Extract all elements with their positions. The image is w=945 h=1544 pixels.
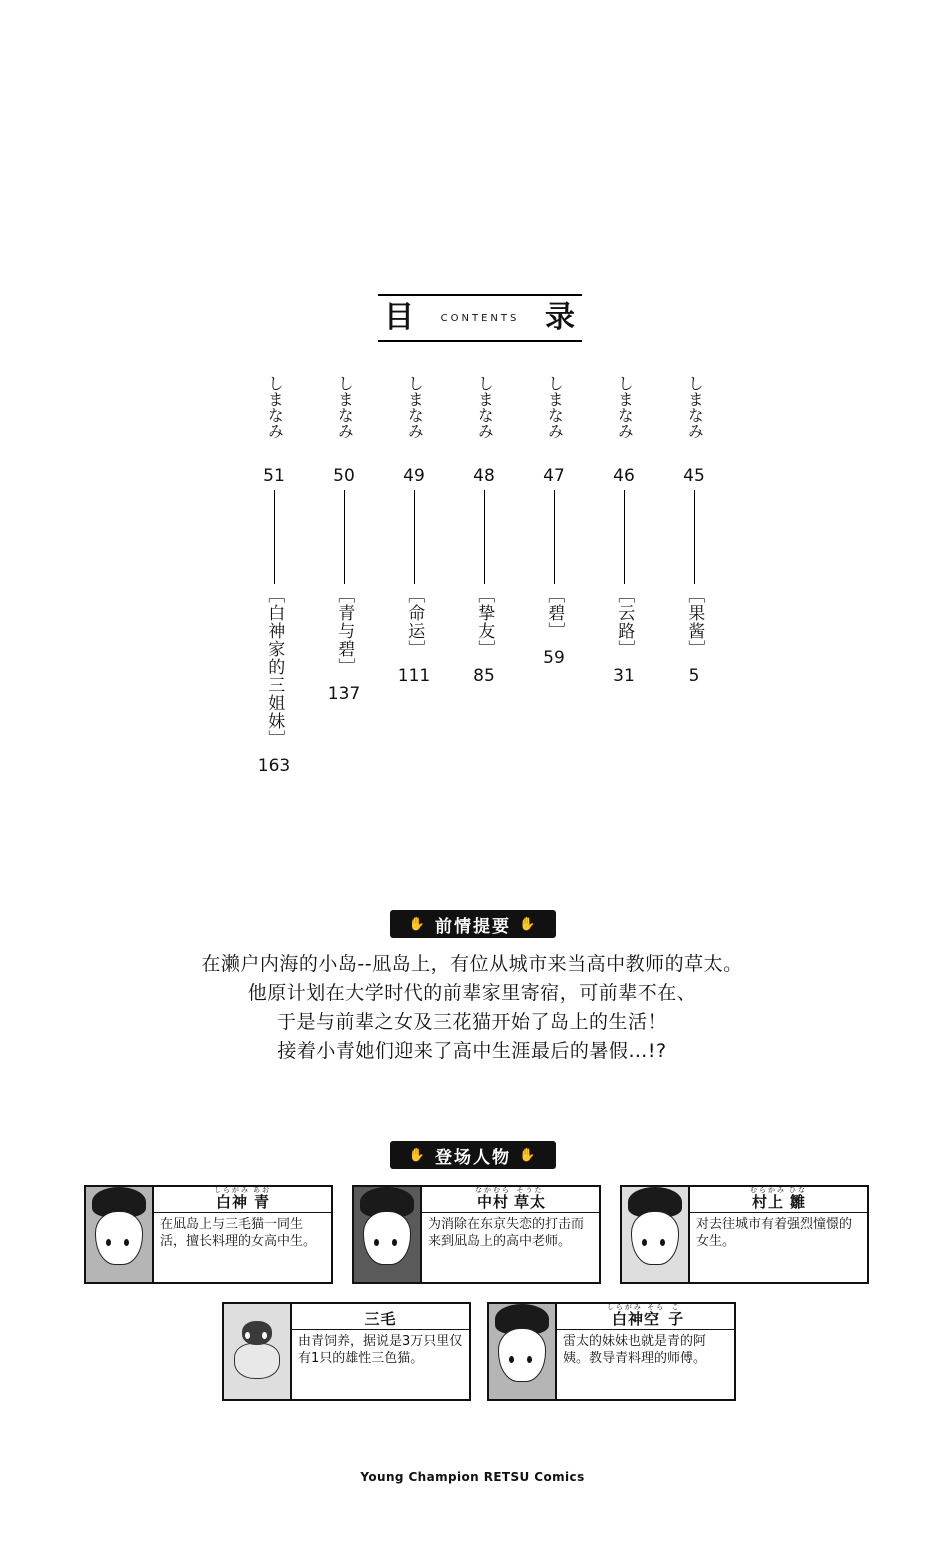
character-name-row [292,1304,469,1330]
contents-heading-right: 录 [544,300,576,335]
character-body [292,1304,469,1399]
synopsis-banner-label: 前情提要 [435,916,511,937]
toc-entry [392,352,436,686]
toc-page-number: 111 [397,666,431,686]
character-givenname [668,1304,684,1327]
character-surname-furigana: しらがみ [214,1186,250,1194]
character-card [352,1185,601,1284]
toc-page-number: 85 [473,666,495,686]
toc-page-number: 137 [327,684,361,704]
character-surname-text: 白神 [215,1193,248,1211]
face-shape [631,1211,679,1265]
toc-issue-number: 49 [403,466,425,486]
toc-series-label: しまなみ [475,375,495,439]
eye-shape [374,1239,379,1246]
character-portrait [224,1304,292,1399]
toc-chapter-title: ［白神家的三姐妹］ [264,586,285,748]
character-surname-furigana: なかむら [474,1186,511,1194]
character-name-row [154,1187,331,1213]
eye-shape [245,1332,250,1339]
toc-entry [602,352,646,686]
character-surname-text: 白神空 [611,1310,660,1328]
toc-page-number: 59 [543,648,565,668]
footer-imprint: Young Champion RETSU Comics [360,1470,585,1484]
character-name-row [422,1187,599,1213]
character-surname [607,1304,665,1327]
toc-chapter-title: ［命运］ [404,586,425,658]
characters-banner [390,1141,556,1169]
character-body [557,1304,734,1399]
paw-icon: ✋ [408,916,427,932]
character-givenname-furigana: こ [671,1303,681,1311]
character-portrait [86,1187,154,1282]
character-card [620,1185,869,1284]
character-body [422,1187,599,1282]
toc-divider-rule [554,490,555,584]
toc-series-label: しまなみ [545,375,565,439]
toc-series-label: しまなみ [615,375,635,439]
synopsis-banner [390,910,556,938]
toc-chapter-title: ［碧］ [544,586,565,640]
paw-icon: ✋ [408,1147,427,1163]
character-portrait [354,1187,422,1282]
table-of-contents [232,352,732,852]
synopsis-line: 他原计划在大学时代的前辈家里寄宿，可前辈不在、 [247,981,697,1004]
paw-icon: ✋ [519,916,538,932]
character-surname-furigana: むらかみ [750,1186,786,1194]
contents-heading-latin: CONTENTS [440,312,520,324]
toc-issue-number: 48 [473,466,495,486]
character-surname-text: 三毛 [364,1310,397,1328]
character-body [154,1187,331,1282]
eye-shape [660,1239,665,1246]
toc-entry [672,352,716,686]
character-givenname [789,1187,807,1210]
character-description: 对去往城市有着强烈憧憬的女生。 [696,1217,853,1250]
character-surname-furigana: しらがみ そら [606,1303,666,1311]
character-givenname-text: 草太 [513,1193,546,1211]
character-givenname-furigana: ひな [789,1186,807,1194]
toc-divider-rule [344,490,345,584]
toc-series-label: しまなみ [265,375,285,439]
synopsis-line: 接着小青她们迎来了高中生涯最后的暑假…!? [277,1039,667,1062]
character-body [690,1187,867,1282]
eye-shape [527,1356,532,1363]
character-name-row [557,1304,734,1330]
toc-series-label: しまなみ [335,375,355,439]
toc-divider-rule [274,490,275,584]
eye-shape [642,1239,647,1246]
toc-divider-rule [694,490,695,584]
eye-shape [392,1239,397,1246]
character-givenname-furigana: あお [253,1186,271,1194]
character-card [84,1185,333,1284]
toc-series-label: しまなみ [405,375,425,439]
toc-page-number: 163 [257,756,291,776]
character-surname-text: 中村 [476,1193,509,1211]
synopsis-line: 在濑户内海的小岛--凪岛上，有位从城市来当高中教师的草太。 [201,953,743,975]
character-surname [214,1187,250,1210]
toc-issue-number: 51 [263,466,285,486]
character-surname-text: 村上 [751,1193,784,1211]
character-givenname-furigana: そうた [516,1186,544,1194]
eye-shape [509,1356,514,1363]
character-name-row [690,1187,867,1213]
eye-shape [106,1239,111,1246]
character-portrait [489,1304,557,1399]
character-givenname-text: 青 [253,1193,270,1211]
character-surname [750,1187,786,1210]
toc-issue-number: 45 [683,466,705,486]
toc-issue-number: 50 [333,466,355,486]
toc-chapter-title: ［云路］ [614,586,635,658]
character-portrait [622,1187,690,1282]
character-description: 为消除在东京失恋的打击而来到凪岛上的高中老师。 [428,1217,585,1250]
synopsis-line: 于是与前辈之女及三花猫开始了岛上的生活！ [276,1010,667,1033]
character-card [487,1302,736,1401]
toc-entry [322,352,366,704]
character-surname [475,1187,511,1210]
contents-heading [378,294,582,342]
eye-shape [124,1239,129,1246]
paw-icon: ✋ [519,1147,538,1163]
toc-chapter-title: ［青与碧］ [334,586,355,676]
toc-entry [532,352,576,668]
character-description: 在凪岛上与三毛猫一同生活，擅长料理的女高中生。 [160,1217,317,1250]
character-givenname-text: 子 [668,1310,685,1328]
toc-divider-rule [484,490,485,584]
toc-chapter-title: ［挚友］ [474,586,495,658]
face-shape [498,1328,546,1382]
toc-divider-rule [414,490,415,584]
toc-entry [252,352,296,776]
contents-heading-left: 目 [384,300,415,335]
character-description: 雷太的妹妹也就是青的阿姨。教导青料理的师傅。 [563,1334,707,1367]
face-shape [363,1211,411,1265]
toc-entry [462,352,506,686]
toc-chapter-title: ［果酱］ [684,586,705,658]
synopsis-text [72,950,872,1066]
toc-issue-number: 46 [613,466,635,486]
toc-series-label: しまなみ [685,375,705,439]
character-givenname [514,1187,546,1210]
character-givenname [253,1187,271,1210]
toc-page-number: 31 [613,666,635,686]
toc-issue-number: 47 [543,466,565,486]
cat-body-shape [234,1343,280,1379]
toc-page-number: 5 [688,666,700,686]
character-description: 由青饲养，据说是3万只里仅有1只的雄性三色猫。 [298,1334,463,1367]
eye-shape [262,1332,267,1339]
face-shape [95,1211,143,1265]
character-givenname-text: 雛 [789,1193,806,1211]
character-card [222,1302,471,1401]
toc-divider-rule [624,490,625,584]
characters-banner-label: 登场人物 [435,1147,511,1168]
character-surname [364,1311,396,1327]
